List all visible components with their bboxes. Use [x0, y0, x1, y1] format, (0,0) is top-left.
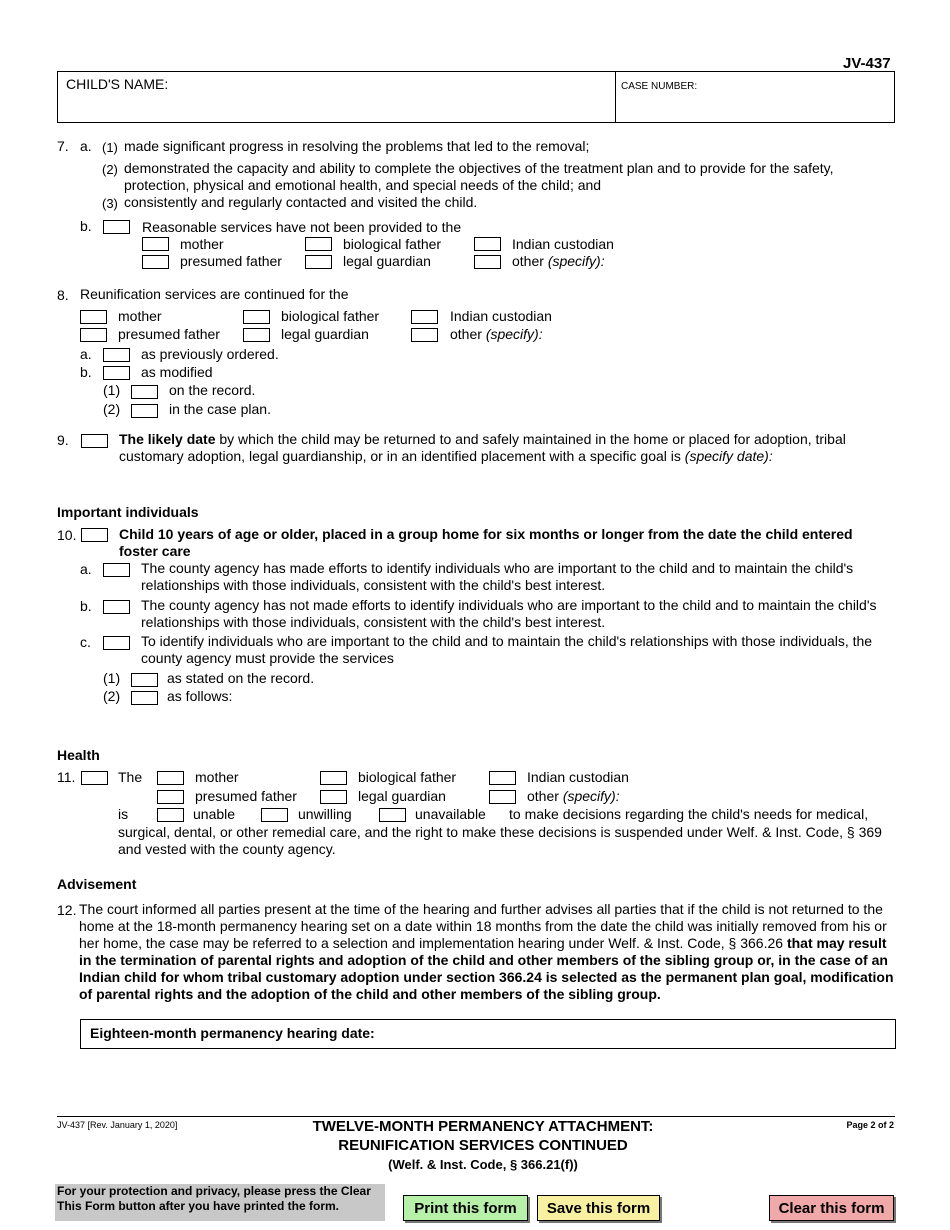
item-7b-indian-custodian-label: Indian custodian: [512, 236, 614, 252]
item-8a-text: as previously ordered.: [141, 346, 279, 362]
item-9-checkbox[interactable]: [81, 434, 108, 448]
item-10-title: Child 10 years of age or older, placed in a group home for six months or longer from the date the child entered foster care: [119, 526, 853, 559]
health-heading: Health: [57, 747, 100, 763]
item-7b-bio-father-label: biological father: [343, 236, 442, 252]
item-10-checkbox[interactable]: [81, 528, 108, 542]
item-8-text: Reunification services are continued for the: [80, 286, 349, 302]
item-7a1-number: (1): [102, 140, 118, 155]
item-8b1-checkbox[interactable]: [131, 385, 158, 399]
print-form-button[interactable]: Print this form: [403, 1195, 528, 1221]
item-10b-label: b.: [80, 598, 92, 614]
privacy-notice: For your protection and privacy, please press the Clear This Form button after you have printed the form.: [55, 1184, 385, 1221]
item-7a3-text: consistently and regularly contacted and visited the child.: [124, 194, 478, 210]
item-10c-checkbox[interactable]: [103, 636, 130, 650]
item-11-indian-custodian-checkbox[interactable]: [489, 771, 516, 785]
item-10c-text: To identify individuals who are important to the child and to maintain the child's relationships with those individuals, the county agency must provide the services: [141, 633, 873, 666]
item-7b-other-checkbox[interactable]: [474, 255, 501, 269]
item-8-indian-custodian-label: Indian custodian: [450, 308, 552, 324]
item-11-unavailable-checkbox[interactable]: [379, 808, 406, 822]
item-8b2-text: in the case plan.: [169, 401, 271, 417]
item-11-unable-label: unable: [193, 806, 236, 822]
item-11-presumed-father-label: presumed father: [195, 788, 297, 804]
item-8-bio-father-checkbox[interactable]: [243, 310, 270, 324]
item-7b-legal-guardian-label: legal guardian: [343, 253, 431, 269]
page-number: Page 2 of 2: [846, 1120, 894, 1130]
item-9-number: 9.: [57, 432, 69, 448]
item-10c1-text: as stated on the record.: [167, 670, 315, 686]
item-11-mother-checkbox[interactable]: [157, 771, 184, 785]
item-8-mother-label: mother: [118, 308, 162, 324]
item-7b-legal-guardian-checkbox[interactable]: [305, 255, 332, 269]
save-form-button[interactable]: Save this form: [537, 1195, 660, 1221]
item-10a-text: The county agency has made efforts to identify individuals who are important to the child and to maintain the child's relationships with those individuals, consistent with the child's best interest.: [141, 560, 854, 593]
item-7b-mother-label: mother: [180, 236, 224, 252]
item-10a-checkbox[interactable]: [103, 563, 130, 577]
important-individuals-heading: Important individuals: [57, 504, 199, 520]
item-8b-text: as modified: [141, 364, 213, 380]
item-11-presumed-father-checkbox[interactable]: [157, 790, 184, 804]
header-divider: [615, 71, 616, 123]
footer-citation: (Welf. & Inst. Code, § 366.21(f)): [388, 1157, 578, 1172]
item-11-checkbox[interactable]: [81, 771, 108, 785]
item-10c-label: c.: [80, 634, 91, 650]
item-7b-checkbox[interactable]: [103, 220, 130, 234]
child-name-label: CHILD'S NAME:: [66, 76, 169, 92]
item-10b-checkbox[interactable]: [103, 600, 130, 614]
item-8-presumed-father-checkbox[interactable]: [80, 328, 107, 342]
form-id: JV-437: [843, 55, 891, 72]
item-11-is: is: [118, 806, 129, 822]
item-11-bio-father-label: biological father: [358, 769, 457, 785]
item-11-legal-guardian-label: legal guardian: [358, 788, 446, 804]
item-8-other-label: other (specify):: [450, 326, 543, 342]
item-9-text: The likely date by which the child may be returned to and safely maintained in the home or placed for adoption, tribal customary adoption, legal guardianship, or in an identified placement with a specific goal is (specify date):: [119, 431, 846, 464]
item-8-number: 8.: [57, 287, 69, 303]
footer-rule: [57, 1116, 895, 1117]
item-12-number: 12.: [57, 902, 77, 918]
footer-title-line1: TWELVE-MONTH PERMANENCY ATTACHMENT:: [312, 1118, 654, 1135]
item-7-number: 7.: [57, 138, 69, 154]
item-8-presumed-father-label: presumed father: [118, 326, 220, 342]
item-7a2-number: (2): [102, 162, 118, 177]
item-8b1-number: (1): [103, 382, 121, 398]
item-11-unable-checkbox[interactable]: [157, 808, 184, 822]
item-7b-label: b.: [80, 218, 92, 234]
item-11-number: 11.: [57, 769, 76, 785]
item-11-tail-rest: surgical, dental, or other remedial care, and the right to make these decisions is suspended under Welf. & Inst. Code, § 369 and vested with the county agency.: [118, 824, 882, 857]
item-8b2-checkbox[interactable]: [131, 404, 158, 418]
case-header-box: [57, 71, 895, 123]
item-8b1-text: on the record.: [169, 382, 256, 398]
item-11-legal-guardian-checkbox[interactable]: [320, 790, 347, 804]
item-8b2-number: (2): [103, 401, 121, 417]
item-7b-bio-father-checkbox[interactable]: [305, 237, 332, 251]
item-10c1-checkbox[interactable]: [131, 673, 158, 687]
item-7b-presumed-father-checkbox[interactable]: [142, 255, 169, 269]
item-7b-presumed-father-label: presumed father: [180, 253, 282, 269]
item-10b-text: The county agency has not made efforts to identify individuals who are important to the child and to maintain the child's relationships with those individuals, consistent with the child's best interest.: [141, 597, 877, 630]
item-8b-checkbox[interactable]: [103, 366, 130, 380]
item-7b-mother-checkbox[interactable]: [142, 237, 169, 251]
item-11-tail-line1: to make decisions regarding the child's needs for medical,: [509, 806, 869, 822]
item-8-indian-custodian-checkbox[interactable]: [411, 310, 438, 324]
item-10-number: 10.: [57, 527, 77, 543]
advisement-heading: Advisement: [57, 876, 137, 892]
item-11-unwilling-label: unwilling: [298, 806, 352, 822]
form-revision: JV-437 [Rev. January 1, 2020]: [57, 1120, 178, 1130]
hearing-date-label: Eighteen-month permanency hearing date:: [90, 1025, 375, 1041]
item-8b-label: b.: [80, 364, 92, 380]
item-11-mother-label: mother: [195, 769, 239, 785]
footer-title-line2: REUNIFICATION SERVICES CONTINUED: [338, 1137, 628, 1154]
item-7b-indian-custodian-checkbox[interactable]: [474, 237, 501, 251]
item-10a-label: a.: [80, 561, 92, 577]
item-11-bio-father-checkbox[interactable]: [320, 771, 347, 785]
item-7b-text: Reasonable services have not been provided to the: [142, 219, 462, 235]
item-7a3-number: (3): [102, 196, 118, 211]
item-11-unavailable-label: unavailable: [415, 806, 486, 822]
item-8-mother-checkbox[interactable]: [80, 310, 107, 324]
item-11-other-label: other (specify):: [527, 788, 620, 804]
item-12-text: The court informed all parties present at the time of the hearing and further advises all parties that if the child is not returned to the home at the 18-month permanency hearing set on a date within 18 months from the date the child was initially removed from his or her home, the case may be referred to a selection and implementation hearing under Welf. & Inst. Code, § 366.26 that may result in the termination of parental rights and adoption of the child and other members of the sibling group or, in the case of an Indian child for whom tribal customary adoption under section 366.24 is selected as the permanent plan goal, modification of parental rights and the adoption of the child and other members of the sibling group.: [79, 901, 894, 1002]
item-10c2-number: (2): [103, 688, 121, 704]
item-7a-label: a.: [80, 138, 92, 154]
item-8a-label: a.: [80, 346, 92, 362]
item-8-legal-guardian-label: legal guardian: [281, 326, 369, 342]
item-11-indian-custodian-label: Indian custodian: [527, 769, 629, 785]
item-10c1-number: (1): [103, 670, 121, 686]
item-8-legal-guardian-checkbox[interactable]: [243, 328, 270, 342]
item-7a2-text: demonstrated the capacity and ability to complete the objectives of the treatment plan and to provide for the safety, protection, physical and emotional health, and special needs of the child; and: [124, 160, 834, 193]
item-11-other-checkbox[interactable]: [489, 790, 516, 804]
item-8-bio-father-label: biological father: [281, 308, 380, 324]
item-8a-checkbox[interactable]: [103, 348, 130, 362]
item-7a1-text: made significant progress in resolving the problems that led to the removal;: [124, 138, 590, 154]
item-7b-other-label: other (specify):: [512, 253, 605, 269]
clear-form-button[interactable]: Clear this form: [769, 1195, 894, 1221]
item-8-other-checkbox[interactable]: [411, 328, 438, 342]
item-11-unwilling-checkbox[interactable]: [261, 808, 288, 822]
item-11-the: The: [118, 769, 143, 785]
item-10c2-checkbox[interactable]: [131, 691, 158, 705]
item-10c2-text: as follows:: [167, 688, 233, 704]
case-number-label: CASE NUMBER:: [621, 81, 698, 92]
